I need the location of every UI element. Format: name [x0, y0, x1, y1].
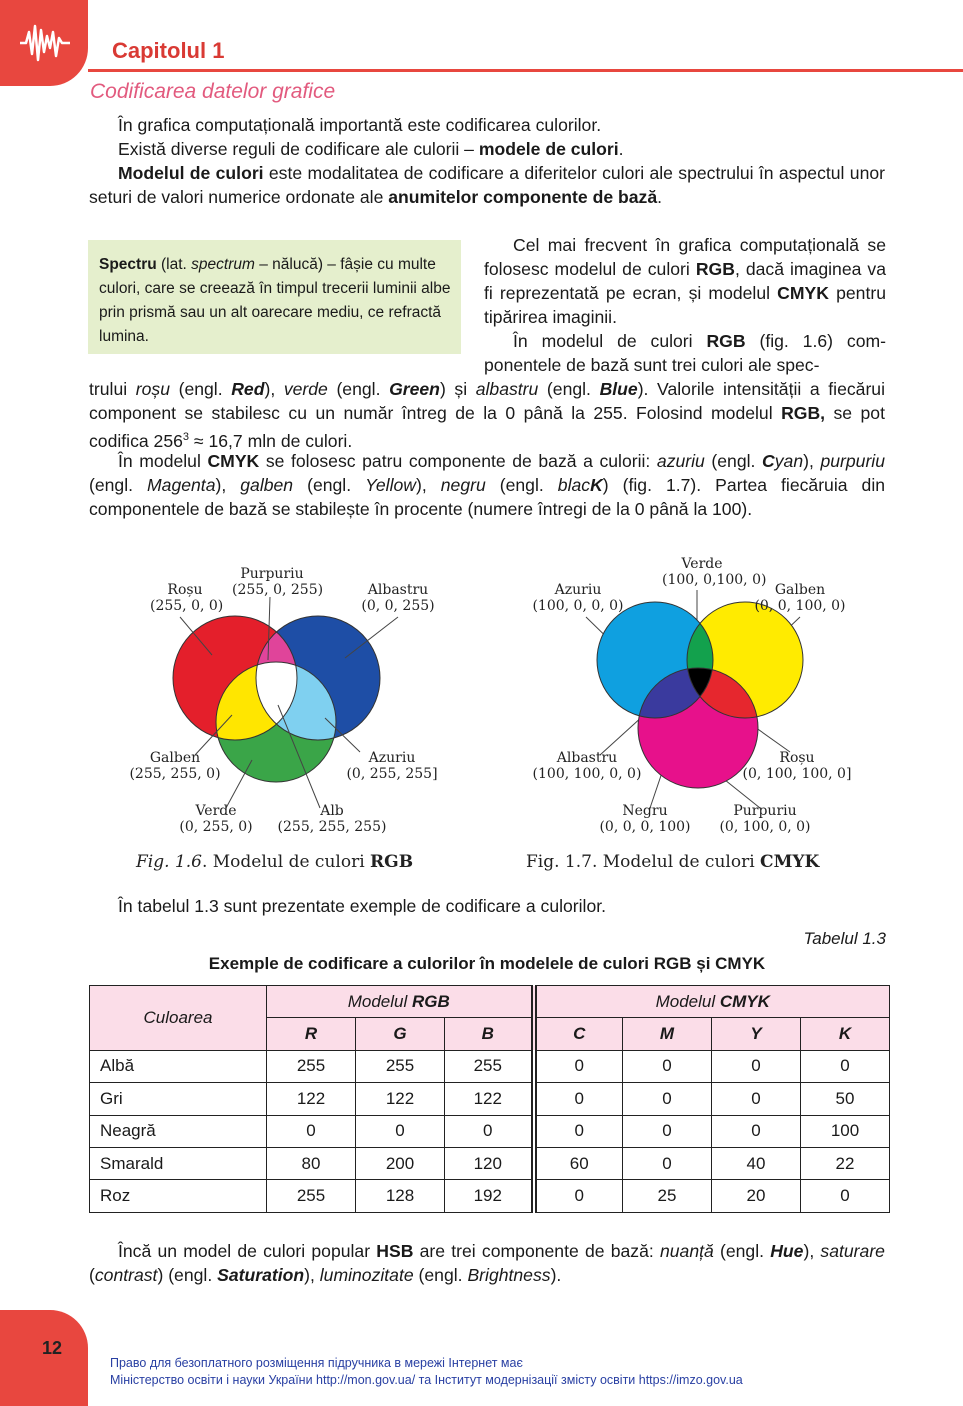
text: purpuriu [820, 451, 886, 471]
cell: 122 [267, 1083, 356, 1115]
text: , dacă imaginea va fi reprezentată pe ecran, și modelul [484, 259, 886, 303]
text: Purpuriu [240, 566, 304, 582]
text: luminozitate [319, 1265, 414, 1285]
cmyk-label-red [742, 750, 852, 782]
text: CMYK [777, 283, 829, 303]
text: (engl. [713, 1241, 771, 1261]
text: Alb [320, 803, 344, 819]
text: Roșu [779, 750, 815, 766]
text: Green [389, 379, 440, 399]
text: Albastru [367, 582, 429, 598]
text: (0, 0, 255) [361, 598, 435, 614]
footer-line-2: Міністерство освіти і науки України http://mon.gov.ua/ та Інститут модернізації змісту освіти https://imzo.gov.ua [110, 1373, 743, 1387]
text: 3 [182, 431, 190, 443]
cell: 255 [267, 1180, 356, 1212]
cell: 0 [623, 1050, 712, 1082]
cell: 0 [534, 1180, 623, 1212]
chapter-title: Capitolul 1 [112, 38, 225, 63]
text: . Modelul de culori [201, 852, 371, 872]
text: . [618, 139, 624, 159]
text: galben [240, 475, 294, 495]
text: roșu [135, 379, 170, 399]
header-r: R [267, 1018, 356, 1050]
cell: 0 [623, 1083, 712, 1115]
term-components: anumitelor componente de bază [388, 187, 658, 207]
cell: 0 [712, 1115, 801, 1147]
text: trului [89, 379, 136, 399]
text: HSB [376, 1241, 414, 1261]
term-models: modele de culori [478, 139, 619, 159]
table-row [90, 1180, 890, 1212]
text: spectrum [191, 256, 255, 273]
table-row [90, 1147, 890, 1179]
text: Fig. 1.7. Modelul de culori [526, 852, 761, 872]
text: Yellow [365, 475, 416, 495]
text: ), [803, 451, 821, 471]
text: (255, 255, 0) [129, 766, 221, 782]
text: ), [803, 1241, 821, 1261]
text: (engl. [327, 379, 390, 399]
text: În modelul [118, 451, 208, 471]
text: nuanță [659, 1241, 714, 1261]
text: Hue [770, 1241, 804, 1261]
text: K [590, 475, 603, 495]
cmyk-label-green [662, 556, 767, 588]
cell: 122 [356, 1083, 445, 1115]
cell: 0 [801, 1180, 890, 1212]
text: ≈ 16,7 mln de culori. [189, 430, 353, 451]
text: Brightness [467, 1265, 551, 1285]
text: are trei componente de bază: [413, 1241, 660, 1261]
cell: 0 [712, 1050, 801, 1082]
rgb-label-green [172, 803, 260, 835]
cmyk-label-blue [528, 750, 646, 782]
text: Fig. 1.6 [136, 852, 202, 872]
text: saturare [820, 1241, 885, 1261]
cell: 0 [534, 1050, 623, 1082]
text: Modelul [347, 991, 412, 1011]
cell: 0 [623, 1147, 712, 1179]
footer-line-1: Право для безоплатного розміщення підручника в мережі Інтернет має [110, 1356, 523, 1370]
text: (fig. 1.6) componentele de bază sunt trei culori ale spec- [484, 331, 886, 375]
text: Există diverse reguli de codificare ale culorii – [118, 139, 479, 159]
text: Galben [774, 582, 826, 598]
text: Modelul [655, 991, 720, 1011]
text: . [657, 187, 662, 207]
table-title: Exemple de codificare a culorilor în modelele de culori RGB și CMYK [208, 954, 766, 973]
table-row [90, 1115, 890, 1147]
table-row [90, 1050, 890, 1082]
cell: 60 [534, 1147, 623, 1179]
text: ), [264, 379, 284, 399]
text: Galben [149, 750, 201, 766]
text: Magenta [147, 475, 216, 495]
text: (engl. [89, 475, 148, 495]
text: CMYK [207, 451, 260, 471]
text: ) (fig. 1.7). Partea fiecăruia din componentele de bază se stabilește în procente (numere întregi de la 0 până la 100). [89, 475, 886, 519]
cell: 80 [267, 1147, 356, 1179]
text: Red [231, 379, 265, 399]
cell: 0 [267, 1115, 356, 1147]
header-k: K [801, 1018, 890, 1050]
cell: 50 [801, 1083, 890, 1115]
text: ). Valorile intensității a fiecărui component se stabilesc cu un număr întreg de la 0 până la 255. Folosind modelul [89, 379, 885, 423]
cell: 200 [356, 1147, 445, 1179]
text: (255, 255, 255) [277, 819, 387, 835]
text: Culoarea [143, 1007, 213, 1027]
text: Albastru [556, 750, 618, 766]
text: se pot codifica 256 [89, 403, 885, 451]
cell: 0 [623, 1115, 712, 1147]
text: (engl. [413, 1265, 468, 1285]
rgb-label-magenta [232, 566, 324, 598]
text: Roșu [167, 582, 203, 598]
cmyk-label-yellow [750, 582, 850, 614]
cell: 255 [356, 1050, 445, 1082]
cell: 0 [356, 1115, 445, 1147]
text: yan [774, 451, 804, 471]
text: Azuriu [554, 582, 602, 598]
text: CMYK [760, 852, 820, 872]
text: ( [89, 1265, 95, 1285]
text: (0, 0, 0, 100) [599, 819, 691, 835]
cell: 120 [445, 1147, 534, 1179]
header-m: M [623, 1018, 712, 1050]
text: Blue [599, 379, 638, 399]
text: În grafica computațională importantă este codificarea culorilor. [118, 115, 602, 135]
text: CMYK [719, 991, 770, 1011]
text: (engl. [704, 451, 763, 471]
header-color [90, 986, 267, 1051]
cell: 0 [534, 1115, 623, 1147]
text: ) și [439, 379, 476, 399]
header-rgb [267, 986, 534, 1018]
figure-caption-rgb [136, 852, 413, 872]
cell: 0 [712, 1083, 801, 1115]
text: Purpuriu [733, 803, 797, 819]
text: este modalitatea de codificare a diferitelor culori ale spectrului în aspectul unor seturi de valori numerice ordonate ale [89, 163, 885, 207]
text: pentru tipărirea imaginii. [484, 283, 886, 327]
text: ) (engl. [157, 1265, 218, 1285]
text: (engl. [169, 379, 232, 399]
cell-color: Albă [90, 1050, 267, 1082]
text: RGB [695, 259, 735, 279]
figure-caption-cmyk [526, 852, 819, 872]
text: negru [440, 475, 486, 495]
text: blac [557, 475, 591, 495]
text: (0, 100, 0, 0) [719, 819, 811, 835]
text: Negru [622, 803, 668, 819]
text: (255, 0, 255) [232, 582, 324, 598]
text: verde [283, 379, 328, 399]
text: (100, 100, 0, 0) [532, 766, 642, 782]
color-codes-table [89, 985, 890, 1213]
cell: 0 [801, 1050, 890, 1082]
paragraph-hsb [89, 1239, 885, 1287]
cell: 192 [445, 1180, 534, 1212]
cell: 40 [712, 1147, 801, 1179]
text: (100, 0,100, 0) [662, 572, 767, 588]
cell: 0 [534, 1083, 623, 1115]
text: ), [304, 1265, 320, 1285]
rgb-label-yellow [125, 750, 225, 782]
header-b: B [445, 1018, 534, 1050]
text: Încă un model de culori popular [118, 1241, 377, 1261]
text: (engl. [485, 475, 558, 495]
cmyk-label-magenta [710, 803, 820, 835]
cell: 22 [801, 1147, 890, 1179]
text: Verde [681, 556, 723, 572]
term-model: Modelul de culori [118, 163, 264, 183]
table-intro: În tabelul 1.3 sunt prezentate exemple de codificare a culorilor. [118, 896, 607, 916]
cell-color: Neagră [90, 1115, 267, 1147]
cell-color: Roz [90, 1180, 267, 1212]
text: ), [215, 475, 241, 495]
cell: 0 [445, 1115, 534, 1147]
text: RGB, [781, 403, 826, 423]
page-number: 12 [42, 1338, 63, 1358]
text: Verde [195, 803, 237, 819]
text: (0, 255, 0) [179, 819, 253, 835]
text: (255, 0, 0) [150, 598, 224, 614]
rgb-label-red [150, 582, 224, 614]
text: (engl. [538, 379, 600, 399]
text: azuriu [656, 451, 705, 471]
section-title: Codificarea datelor grafice [90, 80, 336, 103]
text: (lat. [156, 256, 192, 273]
table-label: Tabelul 1.3 [803, 929, 886, 948]
header-y: Y [712, 1018, 801, 1050]
text: (0, 100, 100, 0] [742, 766, 852, 782]
cell-color: Smarald [90, 1147, 267, 1179]
text: albastru [475, 379, 539, 399]
text: se folosesc patru componente de bază a culorii: [259, 451, 657, 471]
text: (0, 0, 100, 0) [754, 598, 846, 614]
cell: 25 [623, 1180, 712, 1212]
text: RGB [706, 331, 746, 351]
text: Cel mai frecvent în grafica computațională se folosesc modelul de culori [484, 235, 886, 279]
cell: 128 [356, 1180, 445, 1212]
text: Saturation [217, 1265, 305, 1285]
header-cmyk [534, 986, 890, 1018]
text: ), [415, 475, 441, 495]
text: ). [550, 1265, 562, 1285]
cell: 122 [445, 1083, 534, 1115]
cmyk-label-black [595, 803, 695, 835]
rgb-label-cyan [342, 750, 442, 782]
text: (0, 255, 255] [346, 766, 438, 782]
note-term: Spectru [99, 256, 157, 273]
table-row [90, 1083, 890, 1115]
text: C [762, 451, 775, 471]
cell: 255 [267, 1050, 356, 1082]
rgb-label-white [272, 803, 392, 835]
text: (engl. [293, 475, 366, 495]
text: RGB [411, 991, 450, 1011]
cell: 20 [712, 1180, 801, 1212]
text: Azuriu [368, 750, 416, 766]
cell: 255 [445, 1050, 534, 1082]
text: contrast [94, 1265, 158, 1285]
rgb-label-blue [358, 582, 438, 614]
text: (100, 0, 0, 0) [532, 598, 624, 614]
text: RGB [370, 852, 414, 872]
cell: 100 [801, 1115, 890, 1147]
header-c: C [534, 1018, 623, 1050]
header-g: G [356, 1018, 445, 1050]
cmyk-label-cyan [528, 582, 628, 614]
text: În modelul de culori [513, 331, 707, 351]
text: – nălucă) – fâșie cu multe culori, care se creează în timpul trecerii luminii albe prin prismă sau un alt oarecare mediu, ce refractă lumina. [99, 256, 451, 345]
cell-color: Gri [90, 1083, 267, 1115]
